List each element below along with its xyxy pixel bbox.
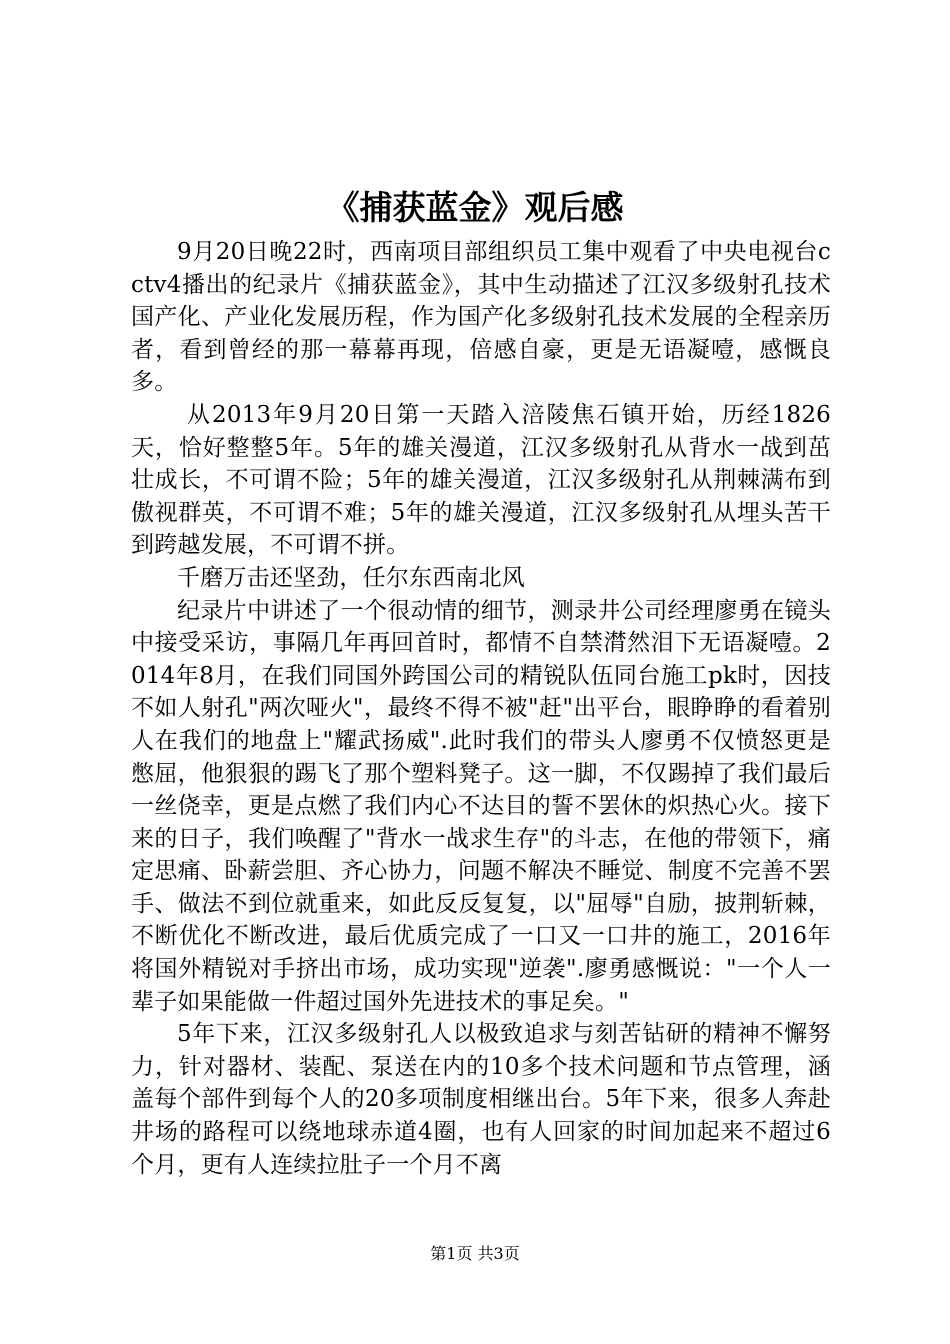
paragraph-five-years-effort: 5年下来，江汉多级射孔人以极致追求与刻苦钻研的精神不懈努力，针对器材、装配、泵送在内的10多个技术问题和节点管理，涵盖每个部件到每个人的20多项制度相继出台。5年下来，很多人奔赴井场的路程可以绕地球赤道4圈，也有人回家的时间加起来不超过6个月，更有人连续拉肚子一个月不离 (131, 1021, 831, 1178)
page-footer: 第1页 共3页 (430, 1244, 520, 1263)
document-body (131, 236, 831, 1181)
paragraph-documentary-detail: 纪录片中讲述了一个很动情的细节，测录井公司经理廖勇在镜头中接受采访，事隔几年再回首时，都情不自禁潸然泪下无语凝噎。2014年8月，在我们同国外跨国公司的精锐队伍同台施工pk时，因技不如人射孔"两次哑火"，最终不得不被"赶"出平台，眼睁睁的看着别人在我们的地盘上"耀武扬威".此时我们的带头人廖勇不仅愤怒更是憋屈，他狠狠的踢飞了那个塑料凳子。这一脚，不仅踢掉了我们最后一丝侥幸，更是点燃了我们内心不达目的誓不罢休的炽热心火。接下来的日子，我们唤醒了"背水一战求生存"的斗志，在他的带领下，痛定思痛、卧薪尝胆、齐心协力，问题不解决不睡觉、制度不完善不罢手、做法不到位就重来，如此反反复复，以"屈辱"自励，披荆斩棘，不断优化不断改进，最后优质完成了一口又一口井的施工，2016年将国外精锐对手挤出市场，成功实现"逆袭".廖勇感慨说："一个人一辈子如果能做一件超过国外先进技术的事足矣。" (131, 597, 831, 1015)
paragraph-intro: 9月20日晚22时，西南项目部组织员工集中观看了中央电视台cctv4播出的纪录片《捕获蓝金》，其中生动描述了江汉多级射孔技术国产化、产业化发展历程，作为国产化多级射孔技术发展的全程亲历者，看到曾经的那一幕幕再现，倍感自豪，更是无语凝噎，感慨良多。 (131, 239, 831, 396)
section-heading-line: 千磨万击还坚劲，任尔东西南北风 (177, 564, 525, 591)
page-title: 《捕获蓝金》观后感 (326, 188, 624, 227)
paragraph-five-years: 从2013年9月20日第一天踏入涪陵焦石镇开始，历经1826天，恰好整整5年。5年的雄关漫道，江汉多级射孔从背水一战到茁壮成长，不可谓不险；5年的雄关漫道，江汉多级射孔从荆棘满布到傲视群英，不可谓不难；5年的雄关漫道，江汉多级射孔从埋头苦干到跨越发展，不可谓不拼。 (131, 401, 831, 559)
